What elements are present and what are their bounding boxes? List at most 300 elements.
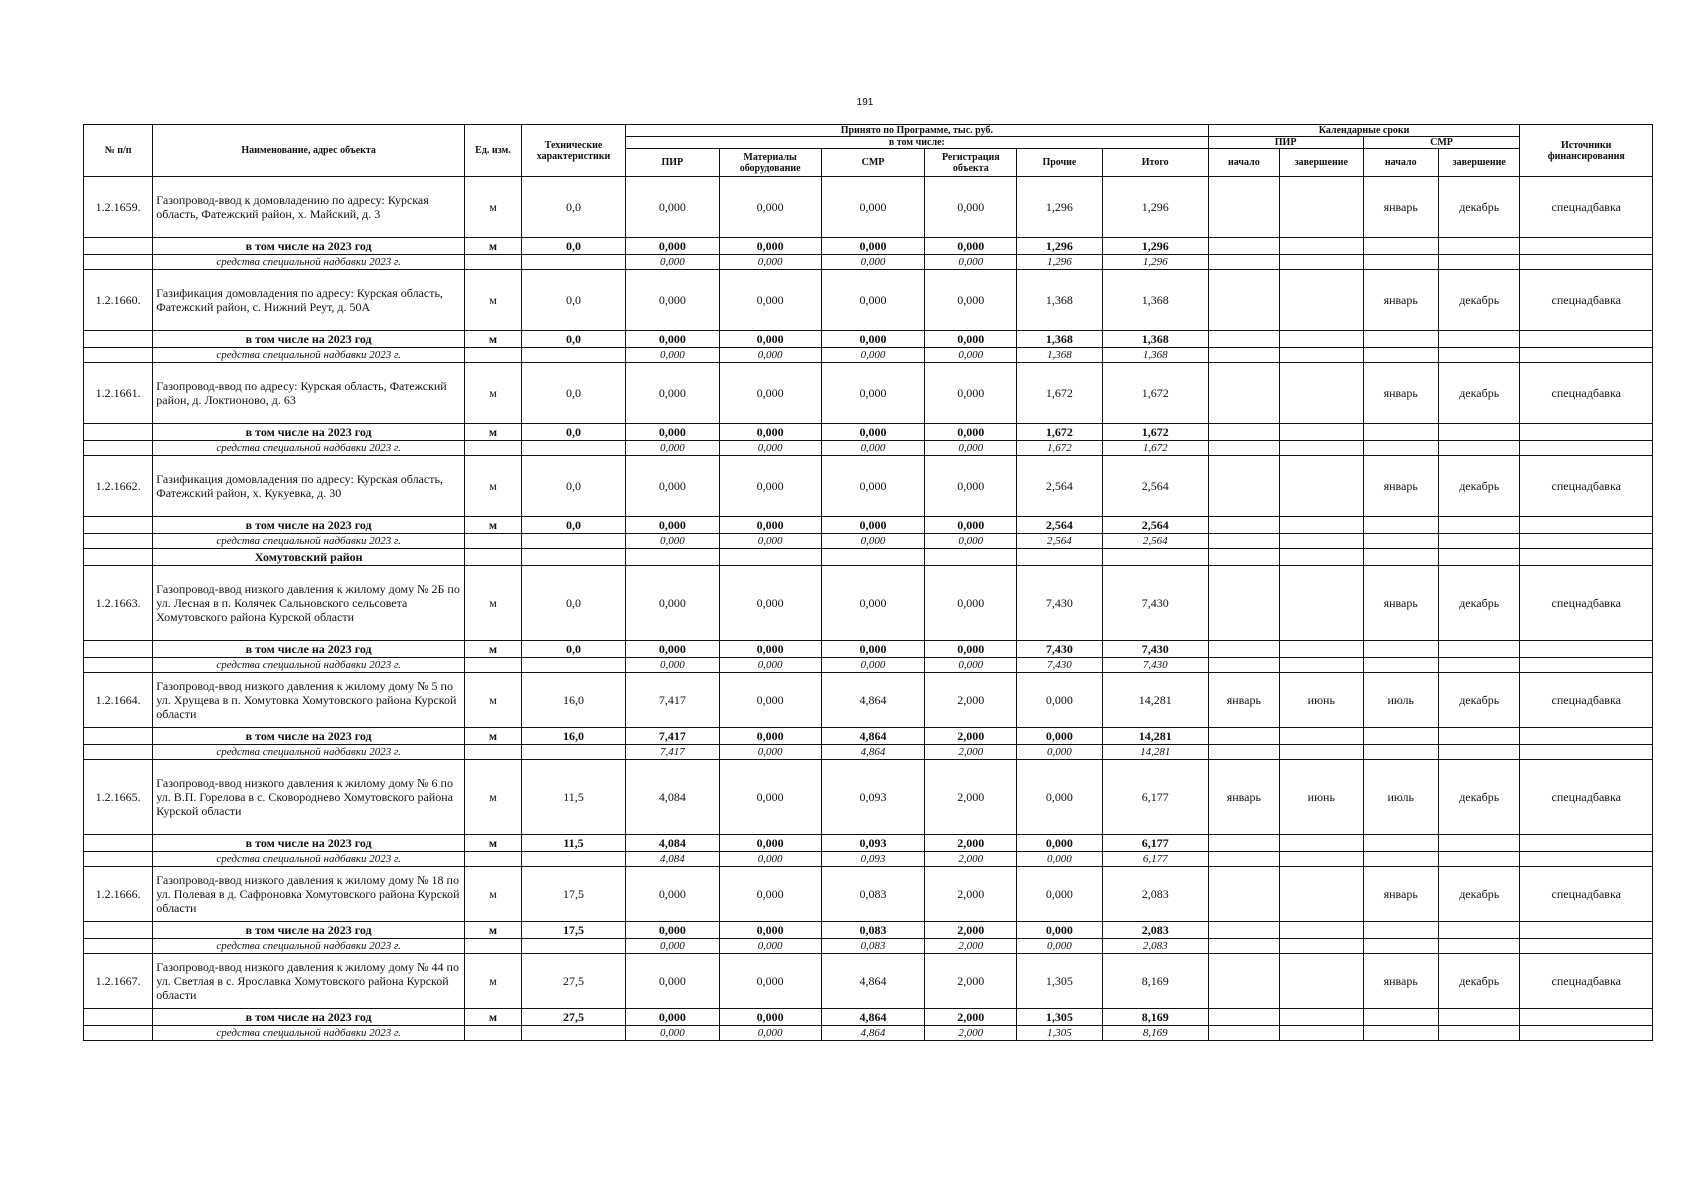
source-cell: спецнадбавка [1520, 954, 1653, 1009]
object-row [84, 566, 1653, 641]
row-number [84, 517, 153, 534]
tech-cell: 0,0 [522, 456, 626, 517]
unit-cell [465, 939, 522, 954]
row-number: 1.2.1666. [84, 867, 153, 922]
pir-end-cell: июнь [1280, 673, 1364, 728]
value-reg: 0,000 [925, 456, 1017, 517]
smr-start-cell [1363, 238, 1438, 255]
pir-start-cell: январь [1208, 760, 1279, 835]
value-total: 6,177 [1102, 760, 1208, 835]
header-registration: Регистрация объекта [925, 149, 1017, 177]
smr-end-cell: декабрь [1438, 456, 1520, 517]
value-reg: 2,000 [925, 760, 1017, 835]
pir-start-cell [1208, 456, 1279, 517]
value-other: 0,000 [1017, 835, 1103, 852]
object-name: Газопровод-ввод низкого давления к жилому дому № 18 по ул. Полевая в д. Сафроновка Хомутовского района Курской области [153, 867, 465, 922]
smr-end-cell [1438, 745, 1520, 760]
source-cell: спецнадбавка [1520, 177, 1653, 238]
object-row [84, 867, 1653, 922]
value-pir: 0,000 [625, 1026, 719, 1041]
value-reg: 0,000 [925, 441, 1017, 456]
row-label: в том числе на 2023 год [153, 835, 465, 852]
empty-cell [1363, 549, 1438, 566]
funding-row [84, 1026, 1653, 1041]
value-pir: 0,000 [625, 331, 719, 348]
value-mat: 0,000 [719, 566, 821, 641]
smr-start-cell [1363, 348, 1438, 363]
value-pir: 4,084 [625, 835, 719, 852]
value-pir: 0,000 [625, 922, 719, 939]
value-reg: 0,000 [925, 331, 1017, 348]
table-body [84, 177, 1653, 1041]
value-mat: 0,000 [719, 424, 821, 441]
district-name: Хомутовский район [153, 549, 465, 566]
source-cell: спецнадбавка [1520, 456, 1653, 517]
value-other: 2,564 [1017, 456, 1103, 517]
pir-start-cell [1208, 954, 1279, 1009]
pir-start-cell [1208, 566, 1279, 641]
value-total: 8,169 [1102, 1026, 1208, 1041]
value-mat: 0,000 [719, 534, 821, 549]
row-number: 1.2.1659. [84, 177, 153, 238]
pir-start-cell [1208, 728, 1279, 745]
row-number [84, 641, 153, 658]
tech-cell: 27,5 [522, 954, 626, 1009]
value-mat: 0,000 [719, 517, 821, 534]
row-label: в том числе на 2023 год [153, 517, 465, 534]
value-mat: 0,000 [719, 1026, 821, 1041]
empty-cell [1017, 549, 1103, 566]
tech-cell [522, 939, 626, 954]
smr-start-cell [1363, 852, 1438, 867]
value-other: 2,564 [1017, 534, 1103, 549]
row-label: в том числе на 2023 год [153, 728, 465, 745]
source-cell [1520, 939, 1653, 954]
object-row [84, 177, 1653, 238]
header-smr: СМР [821, 149, 925, 177]
smr-end-cell: декабрь [1438, 566, 1520, 641]
unit-cell [465, 441, 522, 456]
value-pir: 4,084 [625, 760, 719, 835]
value-reg: 0,000 [925, 270, 1017, 331]
value-other: 0,000 [1017, 867, 1103, 922]
value-smr: 0,083 [821, 922, 925, 939]
value-total: 1,296 [1102, 238, 1208, 255]
row-number [84, 534, 153, 549]
page-number: 191 [856, 97, 874, 108]
value-mat: 0,000 [719, 331, 821, 348]
unit-cell [465, 1026, 522, 1041]
tech-cell: 0,0 [522, 566, 626, 641]
unit-cell: м [465, 270, 522, 331]
year-subtotal-row [84, 1009, 1653, 1026]
smr-end-cell [1438, 441, 1520, 456]
value-pir: 0,000 [625, 939, 719, 954]
row-number [84, 441, 153, 456]
pir-end-cell [1280, 954, 1364, 1009]
value-total: 14,281 [1102, 728, 1208, 745]
pir-start-cell [1208, 852, 1279, 867]
value-total: 2,564 [1102, 456, 1208, 517]
smr-end-cell [1438, 424, 1520, 441]
object-name: Газификация домовладения по адресу: Курская область, Фатежский район, с. Нижний Реут, д. 50А [153, 270, 465, 331]
header-calendar: Календарные сроки [1208, 125, 1520, 137]
pir-end-cell [1280, 331, 1364, 348]
tech-cell: 0,0 [522, 363, 626, 424]
header-name: Наименование, адрес объекта [153, 125, 465, 177]
value-pir: 0,000 [625, 255, 719, 270]
smr-end-cell: декабрь [1438, 760, 1520, 835]
row-number [84, 745, 153, 760]
value-pir: 0,000 [625, 517, 719, 534]
value-smr: 4,864 [821, 745, 925, 760]
empty-cell [1208, 549, 1279, 566]
tech-cell: 0,0 [522, 238, 626, 255]
object-name: Газификация домовладения по адресу: Курская область, Фатежский район, х. Кукуевка, д. 30 [153, 456, 465, 517]
value-pir: 4,084 [625, 852, 719, 867]
value-smr: 0,000 [821, 270, 925, 331]
pir-start-cell [1208, 835, 1279, 852]
value-reg: 2,000 [925, 939, 1017, 954]
pir-end-cell [1280, 867, 1364, 922]
tech-cell: 17,5 [522, 922, 626, 939]
pir-start-cell [1208, 867, 1279, 922]
smr-start-cell: январь [1363, 566, 1438, 641]
value-smr: 0,000 [821, 658, 925, 673]
smr-end-cell: декабрь [1438, 673, 1520, 728]
empty-cell [1438, 549, 1520, 566]
budget-table [83, 124, 1653, 1041]
unit-cell: м [465, 867, 522, 922]
funding-row [84, 534, 1653, 549]
pir-start-cell [1208, 534, 1279, 549]
value-smr: 0,093 [821, 852, 925, 867]
header-cal-pir: ПИР [1208, 137, 1363, 149]
empty-cell [522, 549, 626, 566]
row-label: в том числе на 2023 год [153, 424, 465, 441]
header-unit: Ед. изм. [465, 125, 522, 177]
value-pir: 0,000 [625, 177, 719, 238]
year-subtotal-row [84, 922, 1653, 939]
pir-end-cell [1280, 270, 1364, 331]
row-number [84, 852, 153, 867]
source-cell: спецнадбавка [1520, 673, 1653, 728]
value-total: 8,169 [1102, 954, 1208, 1009]
value-reg: 2,000 [925, 852, 1017, 867]
value-smr: 0,000 [821, 517, 925, 534]
row-number: 1.2.1662. [84, 456, 153, 517]
value-pir: 0,000 [625, 238, 719, 255]
object-name: Газопровод-ввод к домовладению по адресу: Курская область, Фатежский район, х. Майский, д. 3 [153, 177, 465, 238]
row-number [84, 658, 153, 673]
row-label: в том числе на 2023 год [153, 238, 465, 255]
row-number: 1.2.1667. [84, 954, 153, 1009]
value-total: 1,368 [1102, 331, 1208, 348]
value-smr: 0,093 [821, 835, 925, 852]
row-number [84, 424, 153, 441]
header-sources: Источники финансирования [1520, 125, 1653, 177]
object-row [84, 954, 1653, 1009]
source-cell [1520, 441, 1653, 456]
value-pir: 0,000 [625, 566, 719, 641]
value-reg: 2,000 [925, 867, 1017, 922]
value-total: 2,083 [1102, 922, 1208, 939]
table-header [84, 125, 1653, 177]
value-smr: 0,083 [821, 939, 925, 954]
smr-end-cell [1438, 517, 1520, 534]
value-pir: 7,417 [625, 728, 719, 745]
smr-start-cell [1363, 1026, 1438, 1041]
header-total: Итого [1102, 149, 1208, 177]
smr-start-cell: январь [1363, 954, 1438, 1009]
header-materials: Материалы оборудование [719, 149, 821, 177]
pir-start-cell [1208, 1026, 1279, 1041]
value-other: 7,430 [1017, 566, 1103, 641]
smr-start-cell: январь [1363, 363, 1438, 424]
header-cal-smr: СМР [1363, 137, 1520, 149]
value-reg: 0,000 [925, 424, 1017, 441]
row-label: в том числе на 2023 год [153, 641, 465, 658]
value-mat: 0,000 [719, 745, 821, 760]
smr-start-cell: январь [1363, 270, 1438, 331]
smr-start-cell [1363, 922, 1438, 939]
value-smr: 4,864 [821, 1026, 925, 1041]
pir-end-cell [1280, 534, 1364, 549]
value-reg: 0,000 [925, 177, 1017, 238]
source-cell [1520, 1009, 1653, 1026]
smr-end-cell [1438, 922, 1520, 939]
value-smr: 0,000 [821, 456, 925, 517]
empty-cell [925, 549, 1017, 566]
pir-start-cell [1208, 177, 1279, 238]
value-pir: 0,000 [625, 658, 719, 673]
row-number [84, 348, 153, 363]
pir-start-cell [1208, 348, 1279, 363]
value-reg: 2,000 [925, 1026, 1017, 1041]
value-other: 1,305 [1017, 1026, 1103, 1041]
value-reg: 2,000 [925, 922, 1017, 939]
source-cell: спецнадбавка [1520, 270, 1653, 331]
smr-end-cell [1438, 939, 1520, 954]
value-total: 2,564 [1102, 517, 1208, 534]
value-other: 1,672 [1017, 441, 1103, 456]
value-smr: 4,864 [821, 673, 925, 728]
row-no-cell [84, 549, 153, 566]
unit-cell: м [465, 517, 522, 534]
value-pir: 0,000 [625, 1009, 719, 1026]
pir-end-cell [1280, 363, 1364, 424]
value-other: 1,296 [1017, 255, 1103, 270]
row-label: средства специальной надбавки 2023 г. [153, 255, 465, 270]
smr-start-cell [1363, 441, 1438, 456]
pir-end-cell [1280, 255, 1364, 270]
value-total: 7,430 [1102, 566, 1208, 641]
unit-cell: м [465, 1009, 522, 1026]
pir-end-cell [1280, 922, 1364, 939]
value-reg: 0,000 [925, 517, 1017, 534]
object-name: Газопровод-ввод по адресу: Курская область, Фатежский район, д. Локтионово, д. 63 [153, 363, 465, 424]
value-smr: 0,000 [821, 641, 925, 658]
pir-start-cell [1208, 745, 1279, 760]
object-name: Газопровод-ввод низкого давления к жилому дому № 44 по ул. Светлая в с. Ярославка Хомутовского района Курской области [153, 954, 465, 1009]
empty-cell [625, 549, 719, 566]
header-no: № п/п [84, 125, 153, 177]
source-cell [1520, 852, 1653, 867]
empty-cell [719, 549, 821, 566]
row-label: средства специальной надбавки 2023 г. [153, 534, 465, 549]
value-total: 7,430 [1102, 658, 1208, 673]
source-cell [1520, 255, 1653, 270]
value-total: 14,281 [1102, 673, 1208, 728]
row-number: 1.2.1660. [84, 270, 153, 331]
smr-end-cell [1438, 728, 1520, 745]
value-mat: 0,000 [719, 760, 821, 835]
smr-start-cell: январь [1363, 867, 1438, 922]
tech-cell: 0,0 [522, 641, 626, 658]
pir-start-cell [1208, 517, 1279, 534]
row-label: средства специальной надбавки 2023 г. [153, 348, 465, 363]
funding-row [84, 658, 1653, 673]
tech-cell: 16,0 [522, 673, 626, 728]
pir-start-cell [1208, 939, 1279, 954]
value-mat: 0,000 [719, 852, 821, 867]
smr-start-cell [1363, 255, 1438, 270]
value-mat: 0,000 [719, 867, 821, 922]
row-number [84, 238, 153, 255]
year-subtotal-row [84, 331, 1653, 348]
smr-end-cell: декабрь [1438, 954, 1520, 1009]
value-pir: 0,000 [625, 867, 719, 922]
value-smr: 0,000 [821, 238, 925, 255]
pir-end-cell [1280, 456, 1364, 517]
smr-end-cell [1438, 238, 1520, 255]
value-total: 6,177 [1102, 835, 1208, 852]
value-mat: 0,000 [719, 348, 821, 363]
unit-cell: м [465, 424, 522, 441]
value-total: 14,281 [1102, 745, 1208, 760]
row-number: 1.2.1664. [84, 673, 153, 728]
unit-cell [465, 658, 522, 673]
pir-start-cell [1208, 238, 1279, 255]
value-pir: 0,000 [625, 441, 719, 456]
tech-cell: 0,0 [522, 331, 626, 348]
row-number: 1.2.1663. [84, 566, 153, 641]
object-row [84, 456, 1653, 517]
smr-end-cell: декабрь [1438, 270, 1520, 331]
value-pir: 0,000 [625, 270, 719, 331]
value-total: 6,177 [1102, 852, 1208, 867]
tech-cell [522, 852, 626, 867]
row-number [84, 939, 153, 954]
pir-start-cell [1208, 441, 1279, 456]
source-cell [1520, 641, 1653, 658]
tech-cell [522, 534, 626, 549]
value-total: 1,672 [1102, 441, 1208, 456]
value-reg: 2,000 [925, 745, 1017, 760]
pir-end-cell [1280, 641, 1364, 658]
header-smr-start: начало [1363, 149, 1438, 177]
value-smr: 0,000 [821, 177, 925, 238]
value-mat: 0,000 [719, 658, 821, 673]
value-pir: 0,000 [625, 424, 719, 441]
smr-end-cell [1438, 1009, 1520, 1026]
value-smr: 4,864 [821, 728, 925, 745]
value-pir: 0,000 [625, 641, 719, 658]
tech-cell: 0,0 [522, 177, 626, 238]
pir-start-cell [1208, 658, 1279, 673]
header-program: Принято по Программе, тыс. руб. [625, 125, 1208, 137]
pir-end-cell [1280, 424, 1364, 441]
source-cell [1520, 745, 1653, 760]
pir-end-cell [1280, 745, 1364, 760]
value-other: 0,000 [1017, 922, 1103, 939]
smr-start-cell [1363, 939, 1438, 954]
header-pir-end: завершение [1280, 149, 1364, 177]
smr-end-cell [1438, 852, 1520, 867]
pir-start-cell [1208, 363, 1279, 424]
value-other: 1,368 [1017, 270, 1103, 331]
value-other: 1,672 [1017, 363, 1103, 424]
value-reg: 2,000 [925, 954, 1017, 1009]
pir-end-cell [1280, 939, 1364, 954]
pir-end-cell [1280, 517, 1364, 534]
pir-start-cell [1208, 255, 1279, 270]
value-mat: 0,000 [719, 922, 821, 939]
object-row [84, 270, 1653, 331]
value-other: 1,368 [1017, 348, 1103, 363]
pir-end-cell [1280, 566, 1364, 641]
value-smr: 0,000 [821, 348, 925, 363]
year-subtotal-row [84, 835, 1653, 852]
header-tech: Технические характеристики [522, 125, 626, 177]
value-smr: 0,000 [821, 255, 925, 270]
value-reg: 2,000 [925, 728, 1017, 745]
value-reg: 0,000 [925, 641, 1017, 658]
smr-start-cell [1363, 641, 1438, 658]
smr-end-cell: декабрь [1438, 363, 1520, 424]
tech-cell: 17,5 [522, 867, 626, 922]
object-name: Газопровод-ввод низкого давления к жилому дому № 2Б по ул. Лесная в п. Колячек Сальновского сельсовета Хомутовского района Курской области [153, 566, 465, 641]
value-reg: 2,000 [925, 835, 1017, 852]
unit-cell: м [465, 456, 522, 517]
value-mat: 0,000 [719, 954, 821, 1009]
value-other: 1,305 [1017, 954, 1103, 1009]
value-total: 8,169 [1102, 1009, 1208, 1026]
year-subtotal-row [84, 238, 1653, 255]
empty-cell [1102, 549, 1208, 566]
smr-end-cell [1438, 658, 1520, 673]
smr-start-cell [1363, 331, 1438, 348]
pir-end-cell [1280, 177, 1364, 238]
budget-table-container [83, 124, 1653, 1041]
value-smr: 0,000 [821, 534, 925, 549]
year-subtotal-row [84, 424, 1653, 441]
value-mat: 0,000 [719, 441, 821, 456]
value-pir: 0,000 [625, 534, 719, 549]
value-reg: 0,000 [925, 566, 1017, 641]
smr-end-cell [1438, 835, 1520, 852]
value-reg: 2,000 [925, 673, 1017, 728]
pir-end-cell [1280, 835, 1364, 852]
value-other: 0,000 [1017, 745, 1103, 760]
smr-start-cell [1363, 534, 1438, 549]
value-reg: 0,000 [925, 238, 1017, 255]
tech-cell: 0,0 [522, 424, 626, 441]
row-label: в том числе на 2023 год [153, 922, 465, 939]
source-cell: спецнадбавка [1520, 867, 1653, 922]
value-total: 1,368 [1102, 270, 1208, 331]
row-label: в том числе на 2023 год [153, 331, 465, 348]
